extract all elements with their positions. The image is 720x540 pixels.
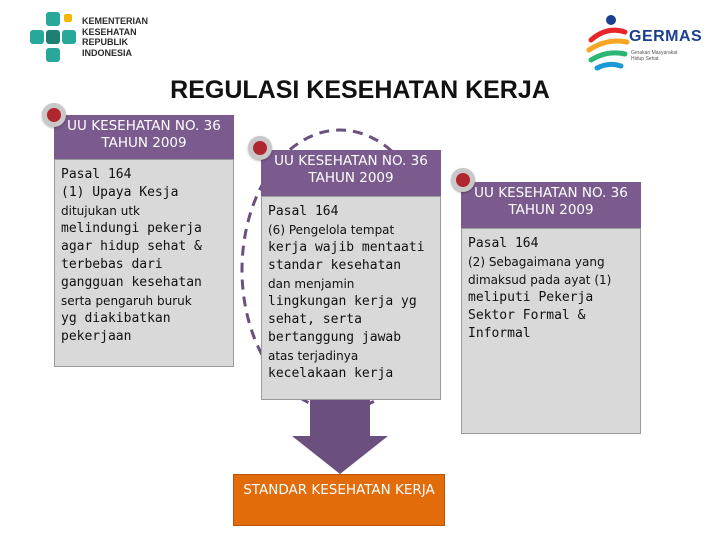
panel-3-line: Sektor Formal & [468,308,586,323]
panel-2-line: lingkungan kerja yg [268,294,417,309]
panel-1-line: yg diakibatkan [61,311,171,326]
down-arrow-icon [290,400,390,476]
panel-2-line: kecelakaan kerja [268,366,394,381]
panel-2-line: kerja wajib mentaati [268,240,425,255]
germas-logo [585,10,703,80]
panel-1-line: gangguan kesehatan [61,275,202,290]
panel-2-line: standar kesehatan [268,258,402,273]
panel-3-line: dimaksud pada ayat (1) [468,273,612,287]
panel-3-line: (2) Sebagaimana yang [468,255,605,269]
panel-1-line: (1) Upaya Kesja [61,185,179,200]
panel-1-line: Pasal 164 [61,167,132,182]
panel-1-line: terbebas dari [61,257,163,272]
panel-3-body [461,228,641,434]
panel-2-line: atas terjadinya [268,349,359,363]
page-title: REGULASI KESEHATAN KERJA [170,76,550,104]
panel-2-line: sehat, serta [268,312,362,327]
panel-2-body [261,196,441,400]
panel-1-header: UU KESEHATAN NO. 36 TAHUN 2009 [54,115,234,159]
panel-2-line: (6) Pengelola tempat [268,223,395,237]
pin-icon [451,168,475,192]
panel-2-header: UU KESEHATAN NO. 36 TAHUN 2009 [261,150,441,196]
germas-logo-icon [585,10,631,80]
panel-3-header: UU KESEHATAN NO. 36 TAHUN 2009 [461,182,641,228]
panel-3-line: Informal [468,326,531,341]
panel-2-line: Pasal 164 [268,204,339,219]
panel-1-line: agar hidup sehat & [61,239,202,254]
standar-kesehatan-kerja-box: STANDAR KESEHATAN KERJA [233,474,445,526]
germas-logo-text: GERMAS [629,28,703,45]
pin-icon [42,103,66,127]
panel-3-line: Pasal 164 [468,236,539,251]
panel-1-line: serta pengaruh buruk [61,294,192,308]
germas-tagline: Gerakan Masyarakat Hidup Sehat [631,50,678,62]
panel-1-body [54,159,234,367]
panel-3-line: meliputi Pekerja [468,290,594,305]
ministry-logo-icon [28,10,80,66]
panel-1-line: pekerjaan [61,329,132,344]
ministry-logo [28,10,168,66]
panel-1-line: melindungi pekerja [61,221,202,236]
panel-2-line: dan menjamin [268,277,355,291]
panel-1-line: ditujukan utk [61,204,140,218]
ministry-logo-text: KEMENTERIAN KESEHATAN REPUBLIK INDONESIA [82,16,149,58]
panel-2-line: bertanggung jawab [268,330,402,345]
pin-icon [248,136,272,160]
